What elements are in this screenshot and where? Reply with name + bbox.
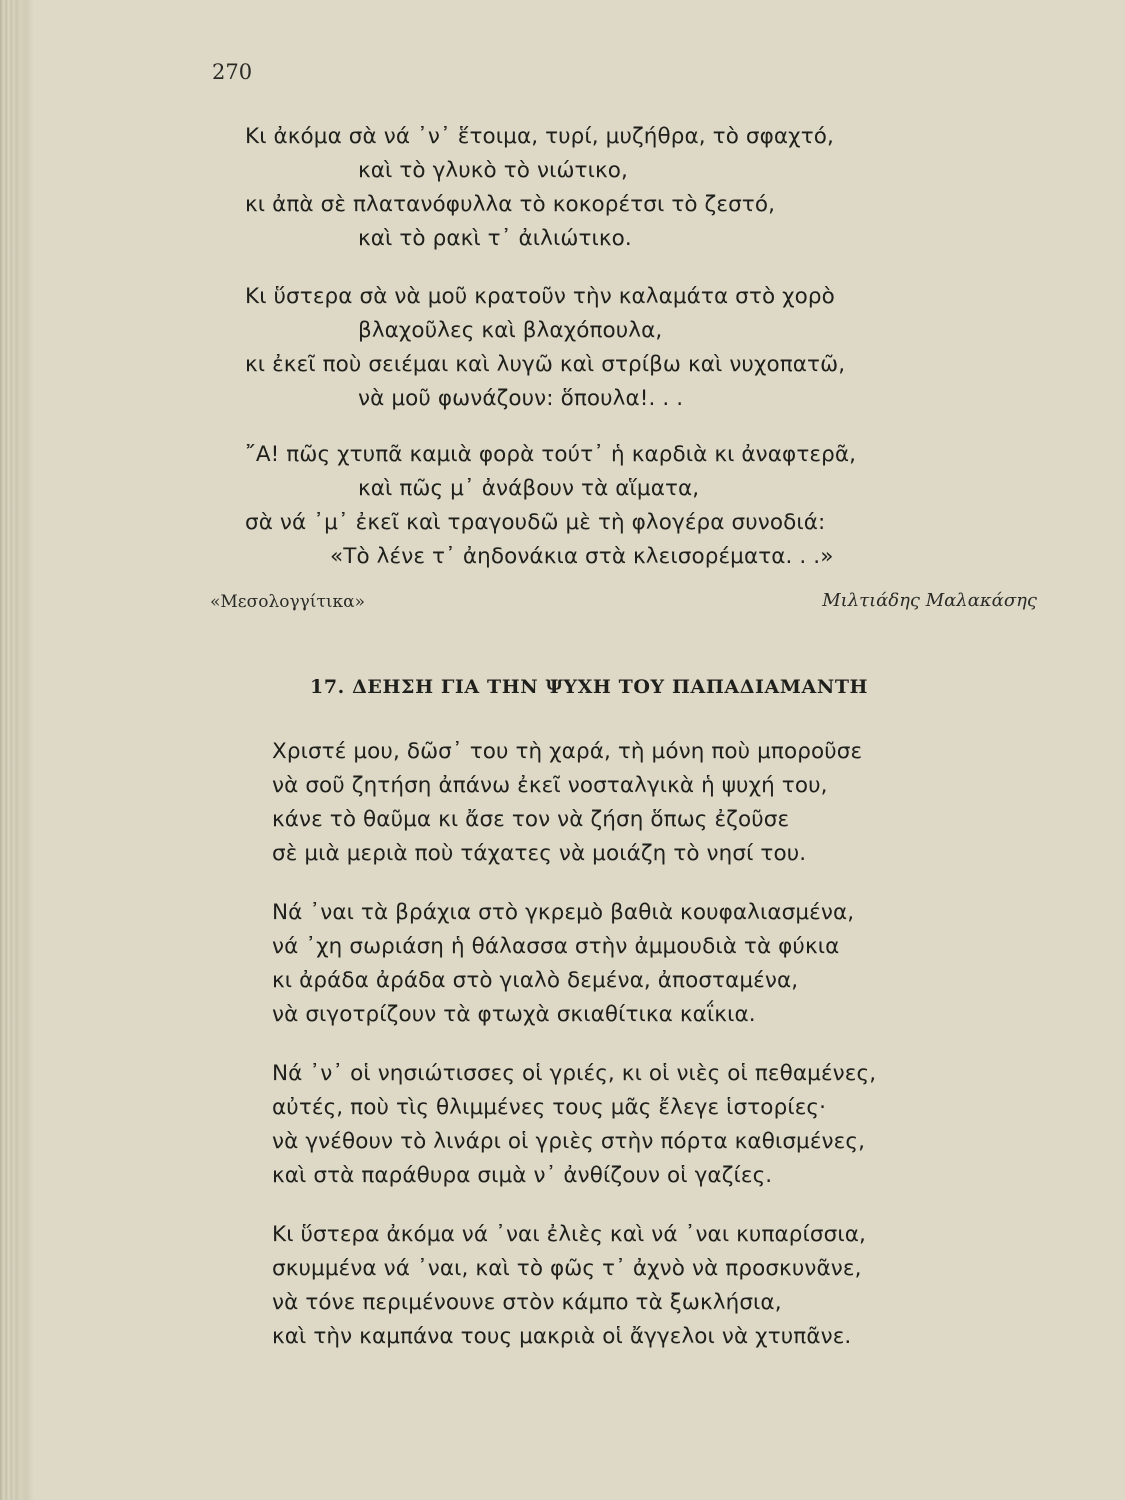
verse-line: νὰ σοῦ ζητήση ἀπάνω ἐκεῖ νοσταλγικὰ ἡ ψυχή του, [272,773,828,798]
verse-line: βλαχοῦλες καὶ βλαχόπουλα, [358,318,663,343]
verse-line: Κι ὕστερα σὰ νὰ μοῦ κρατοῦν τὴν καλαμάτα στὸ χορὸ [245,284,835,309]
verse-line: νὰ σιγοτρίζουν τὰ φτωχὰ σκιαθίτικα καΐκια. [272,1002,756,1027]
poem2-stanza2 [272,896,854,1032]
poem-author: Μιλτιάδης Μαλακάσης [822,590,1037,611]
verse-line: κι ἐκεῖ ποὺ σειέμαι καὶ λυγῶ καὶ στρίβω καὶ νυχοπατῶ, [245,352,846,377]
verse-line: Νά ᾿ν᾿ οἱ νησιώτισσες οἱ γριές, κι οἱ νιὲς οἱ πεθαμένες, [272,1061,877,1086]
verse-line: Κι ἀκόμα σὰ νά ᾿ν᾿ ἕτοιμα, τυρί, μυζήθρα, τὸ σφαχτό, [245,124,834,149]
verse-line: σὲ μιὰ μεριὰ ποὺ τάχατες νὰ μοιάζη τὸ νησί του. [272,841,807,866]
poem1-stanza2 [245,280,845,416]
verse-line: κι ἀπὰ σὲ πλατανόφυλλα τὸ κοκορέτσι τὸ ζεστό, [245,192,776,217]
verse-line: νὰ μοῦ φωνάζουν: ὅπουλα!. . . [358,386,684,411]
verse-line: καὶ πῶς μ᾿ ἀνάβουν τὰ αἵματα, [358,476,700,501]
page-number: 270 [212,60,253,84]
verse-line: «Τὸ λένε τ᾿ ἀηδονάκια στὰ κλεισορέματα. . .» [330,544,834,569]
verse-line: νὰ τόνε περιμένουνε στὸν κάμπο τὰ ξωκλήσια, [272,1290,782,1315]
poem2-stanza4 [272,1218,866,1354]
page-stack-edge [0,0,34,1500]
verse-line: καὶ τὸ γλυκὸ τὸ νιώτικο, [358,158,628,183]
verse-line: καὶ στὰ παράθυρα σιμὰ ν᾿ ἀνθίζουν οἱ γαζίες. [272,1163,773,1188]
poem-source: «Μεσολογγίτικα» [210,592,366,612]
verse-line: κι ἀράδα ἀράδα στὸ γιαλὸ δεμένα, ἀποσταμένα, [272,968,799,993]
verse-line: ῎Α! πῶς χτυπᾶ καμιὰ φορὰ τούτ᾿ ἡ καρδιὰ κι ἀναφτερᾶ, [245,442,857,467]
verse-line: σκυμμένα νά ᾿ναι, καὶ τὸ φῶς τ᾿ ἀχνὸ νὰ προσκυνᾶνε, [272,1256,862,1281]
verse-line: καὶ τὴν καμπάνα τους μακριὰ οἱ ἄγγελοι νὰ χτυπᾶνε. [272,1324,852,1349]
verse-line: Χριστέ μου, δῶσ᾿ του τὴ χαρά, τὴ μόνη ποὺ μποροῦσε [272,739,863,764]
verse-line: σὰ νά ᾿μ᾿ ἐκεῖ καὶ τραγουδῶ μὲ τὴ φλογέρα συνοδιά: [245,510,826,535]
poem2-stanza3 [272,1057,876,1193]
verse-line: νὰ γνέθουν τὸ λινάρι οἱ γριὲς στὴν πόρτα καθισμένες, [272,1129,866,1154]
poem1-stanza3 [245,438,856,574]
poem1-stanza1 [245,120,834,256]
verse-line: νά ᾿χη σωριάση ἡ θάλασσα στὴν ἀμμουδιὰ τὰ φύκια [272,934,840,959]
verse-line: καὶ τὸ ρακὶ τ᾿ ἀιλιώτικο. [358,226,632,251]
poem2-stanza1 [272,735,862,871]
verse-line: Νά ᾿ναι τὰ βράχια στὸ γκρεμὸ βαθιὰ κουφαλιασμένα, [272,900,855,925]
verse-line: κάνε τὸ θαῦμα κι ἄσε τον νὰ ζήση ὅπως ἐζοῦσε [272,807,790,832]
verse-line: αὐτές, ποὺ τὶς θλιμμένες τους μᾶς ἔλεγε ἱστορίες· [272,1095,827,1120]
poem-title: 17. ΔΕΗΣΗ ΓΙΑ ΤΗΝ ΨΥΧΗ ΤΟΥ ΠΑΠΑΔΙΑΜΑΝΤΗ [310,676,869,698]
verse-line: Κι ὕστερα ἀκόμα νά ᾿ναι ἐλιὲς καὶ νά ᾿ναι κυπαρίσσια, [272,1222,866,1247]
